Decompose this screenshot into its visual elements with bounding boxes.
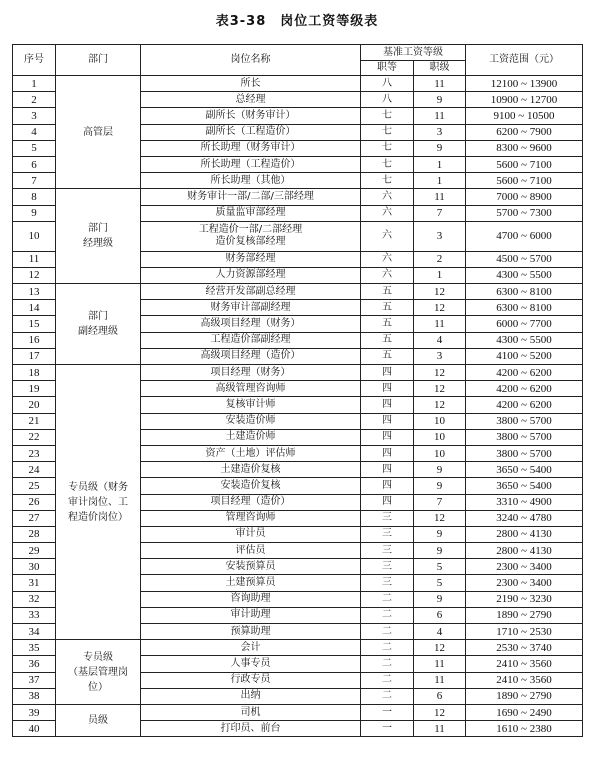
cell-position: 副所长（财务审计） <box>141 108 361 124</box>
table-row <box>13 284 583 300</box>
cell-level: 3 <box>414 221 466 251</box>
cell-range: 1690 ~ 2490 <box>466 704 583 720</box>
cell-level: 9 <box>414 140 466 156</box>
cell-level: 9 <box>414 526 466 542</box>
cell-range: 2300 ~ 3400 <box>466 575 583 591</box>
cell-seq: 24 <box>13 462 56 478</box>
cell-position: 高级项目经理（财务） <box>141 316 361 332</box>
cell-range: 3240 ~ 4780 <box>466 510 583 526</box>
cell-seq: 39 <box>13 704 56 720</box>
header-level: 职级 <box>414 61 466 76</box>
cell-level: 12 <box>414 365 466 381</box>
cell-rank: 一 <box>361 721 414 737</box>
cell-rank: 七 <box>361 124 414 140</box>
cell-seq: 22 <box>13 429 56 445</box>
cell-rank: 七 <box>361 156 414 172</box>
cell-seq: 20 <box>13 397 56 413</box>
cell-position: 评估员 <box>141 543 361 559</box>
cell-position: 审计员 <box>141 526 361 542</box>
cell-range: 1610 ~ 2380 <box>466 721 583 737</box>
cell-position: 审计助理 <box>141 607 361 623</box>
cell-level: 5 <box>414 575 466 591</box>
cell-level: 12 <box>414 397 466 413</box>
cell-rank: 八 <box>361 76 414 92</box>
cell-range: 8300 ~ 9600 <box>466 140 583 156</box>
cell-position: 土建造价复核 <box>141 462 361 478</box>
cell-position: 安装预算员 <box>141 559 361 575</box>
table-row <box>13 76 583 92</box>
cell-seq: 14 <box>13 300 56 316</box>
cell-range: 6200 ~ 7900 <box>466 124 583 140</box>
cell-level: 11 <box>414 672 466 688</box>
cell-position: 行政专员 <box>141 672 361 688</box>
cell-position: 咨询助理 <box>141 591 361 607</box>
cell-range: 4200 ~ 6200 <box>466 397 583 413</box>
cell-position: 质量监审部经理 <box>141 205 361 221</box>
cell-position: 所长助理（其他） <box>141 173 361 189</box>
cell-position: 预算助理 <box>141 624 361 640</box>
cell-rank: 七 <box>361 173 414 189</box>
cell-seq: 21 <box>13 413 56 429</box>
cell-range: 4700 ~ 6000 <box>466 221 583 251</box>
cell-position: 项目经理（财务） <box>141 365 361 381</box>
cell-range: 12100 ~ 13900 <box>466 76 583 92</box>
cell-rank: 四 <box>361 381 414 397</box>
cell-seq: 5 <box>13 140 56 156</box>
cell-rank: 二 <box>361 640 414 656</box>
cell-rank: 七 <box>361 140 414 156</box>
header-base-grade: 基准工资等级 <box>361 45 466 61</box>
cell-range: 2410 ~ 3560 <box>466 672 583 688</box>
cell-rank: 三 <box>361 559 414 575</box>
cell-seq: 29 <box>13 543 56 559</box>
cell-rank: 二 <box>361 688 414 704</box>
cell-rank: 六 <box>361 221 414 251</box>
cell-range: 5700 ~ 7300 <box>466 205 583 221</box>
cell-range: 3650 ~ 5400 <box>466 462 583 478</box>
table-title: 表3-38 岗位工资等级表 <box>215 14 379 29</box>
cell-level: 9 <box>414 543 466 559</box>
cell-position: 会计 <box>141 640 361 656</box>
cell-seq: 34 <box>13 624 56 640</box>
cell-dept: 专员级 （基层管理岗 位） <box>56 640 141 705</box>
cell-dept: 员级 <box>56 704 141 736</box>
cell-level: 7 <box>414 494 466 510</box>
cell-seq: 40 <box>13 721 56 737</box>
cell-seq: 16 <box>13 332 56 348</box>
cell-range: 4300 ~ 5500 <box>466 332 583 348</box>
cell-rank: 三 <box>361 510 414 526</box>
cell-range: 1890 ~ 2790 <box>466 688 583 704</box>
cell-range: 4300 ~ 5500 <box>466 267 583 283</box>
cell-rank: 二 <box>361 656 414 672</box>
cell-range: 2190 ~ 3230 <box>466 591 583 607</box>
cell-position: 土建预算员 <box>141 575 361 591</box>
cell-dept: 部门 副经理级 <box>56 284 141 365</box>
cell-rank: 四 <box>361 413 414 429</box>
cell-position: 土建造价师 <box>141 429 361 445</box>
cell-position: 高级项目经理（造价） <box>141 348 361 364</box>
cell-level: 10 <box>414 413 466 429</box>
cell-seq: 17 <box>13 348 56 364</box>
cell-rank: 二 <box>361 672 414 688</box>
cell-seq: 7 <box>13 173 56 189</box>
cell-position: 所长助理（财务审计） <box>141 140 361 156</box>
header-position: 岗位名称 <box>141 45 361 76</box>
cell-position: 复核审计师 <box>141 397 361 413</box>
cell-rank: 四 <box>361 462 414 478</box>
cell-level: 12 <box>414 704 466 720</box>
cell-range: 4200 ~ 6200 <box>466 381 583 397</box>
cell-level: 11 <box>414 721 466 737</box>
cell-range: 3310 ~ 4900 <box>466 494 583 510</box>
cell-range: 9100 ~ 10500 <box>466 108 583 124</box>
cell-level: 10 <box>414 445 466 461</box>
cell-seq: 12 <box>13 267 56 283</box>
cell-rank: 四 <box>361 397 414 413</box>
cell-level: 7 <box>414 205 466 221</box>
cell-seq: 38 <box>13 688 56 704</box>
cell-position: 高级管理咨询师 <box>141 381 361 397</box>
cell-rank: 三 <box>361 543 414 559</box>
header-rank: 职等 <box>361 61 414 76</box>
cell-seq: 8 <box>13 189 56 205</box>
cell-seq: 10 <box>13 221 56 251</box>
cell-range: 2300 ~ 3400 <box>466 559 583 575</box>
cell-seq: 36 <box>13 656 56 672</box>
cell-position: 所长助理（工程造价） <box>141 156 361 172</box>
cell-rank: 二 <box>361 607 414 623</box>
cell-level: 12 <box>414 510 466 526</box>
cell-range: 4100 ~ 5200 <box>466 348 583 364</box>
cell-seq: 9 <box>13 205 56 221</box>
cell-level: 11 <box>414 656 466 672</box>
cell-level: 11 <box>414 189 466 205</box>
cell-rank: 五 <box>361 348 414 364</box>
cell-position: 打印员、前台 <box>141 721 361 737</box>
cell-position: 总经理 <box>141 92 361 108</box>
cell-seq: 30 <box>13 559 56 575</box>
cell-seq: 27 <box>13 510 56 526</box>
table-body <box>13 76 583 737</box>
cell-level: 12 <box>414 640 466 656</box>
cell-seq: 28 <box>13 526 56 542</box>
cell-position: 经营开发部副总经理 <box>141 284 361 300</box>
cell-range: 6300 ~ 8100 <box>466 300 583 316</box>
cell-level: 3 <box>414 348 466 364</box>
cell-rank: 六 <box>361 267 414 283</box>
cell-seq: 23 <box>13 445 56 461</box>
cell-seq: 37 <box>13 672 56 688</box>
cell-level: 6 <box>414 688 466 704</box>
cell-level: 12 <box>414 300 466 316</box>
cell-seq: 13 <box>13 284 56 300</box>
cell-rank: 五 <box>361 284 414 300</box>
cell-position: 财务审计部副经理 <box>141 300 361 316</box>
cell-position: 出纳 <box>141 688 361 704</box>
cell-seq: 33 <box>13 607 56 623</box>
cell-position: 资产（土地）评估师 <box>141 445 361 461</box>
cell-position: 项目经理（造价） <box>141 494 361 510</box>
cell-rank: 七 <box>361 108 414 124</box>
cell-range: 6300 ~ 8100 <box>466 284 583 300</box>
cell-level: 1 <box>414 173 466 189</box>
cell-range: 4200 ~ 6200 <box>466 365 583 381</box>
cell-position: 工程造价一部/二部经理 造价复核部经理 <box>141 221 361 251</box>
cell-range: 1710 ~ 2530 <box>466 624 583 640</box>
cell-seq: 1 <box>13 76 56 92</box>
cell-position: 安装造价复核 <box>141 478 361 494</box>
cell-rank: 六 <box>361 189 414 205</box>
header-dept: 部门 <box>56 45 141 76</box>
cell-level: 9 <box>414 591 466 607</box>
cell-seq: 25 <box>13 478 56 494</box>
cell-position: 财务审计一部/二部/三部经理 <box>141 189 361 205</box>
cell-seq: 6 <box>13 156 56 172</box>
header-range: 工资范围（元） <box>466 45 583 76</box>
cell-rank: 四 <box>361 365 414 381</box>
cell-rank: 一 <box>361 704 414 720</box>
cell-dept: 高管层 <box>56 76 141 189</box>
cell-range: 2800 ~ 4130 <box>466 543 583 559</box>
cell-seq: 35 <box>13 640 56 656</box>
cell-position: 财务部经理 <box>141 251 361 267</box>
cell-level: 12 <box>414 284 466 300</box>
cell-rank: 五 <box>361 300 414 316</box>
cell-level: 4 <box>414 624 466 640</box>
cell-rank: 五 <box>361 332 414 348</box>
cell-range: 5600 ~ 7100 <box>466 156 583 172</box>
table-row <box>13 365 583 381</box>
cell-seq: 4 <box>13 124 56 140</box>
cell-seq: 2 <box>13 92 56 108</box>
cell-seq: 19 <box>13 381 56 397</box>
cell-level: 4 <box>414 332 466 348</box>
cell-rank: 四 <box>361 494 414 510</box>
cell-level: 5 <box>414 559 466 575</box>
cell-level: 2 <box>414 251 466 267</box>
cell-seq: 18 <box>13 365 56 381</box>
cell-level: 6 <box>414 607 466 623</box>
cell-range: 4500 ~ 5700 <box>466 251 583 267</box>
table-row <box>13 189 583 205</box>
cell-level: 11 <box>414 76 466 92</box>
cell-rank: 四 <box>361 478 414 494</box>
cell-seq: 11 <box>13 251 56 267</box>
cell-range: 1890 ~ 2790 <box>466 607 583 623</box>
cell-position: 所长 <box>141 76 361 92</box>
cell-level: 10 <box>414 429 466 445</box>
cell-position: 安装造价师 <box>141 413 361 429</box>
cell-level: 9 <box>414 478 466 494</box>
cell-seq: 31 <box>13 575 56 591</box>
cell-range: 5600 ~ 7100 <box>466 173 583 189</box>
cell-rank: 五 <box>361 316 414 332</box>
cell-rank: 四 <box>361 429 414 445</box>
table-row <box>13 704 583 720</box>
cell-rank: 八 <box>361 92 414 108</box>
cell-range: 2530 ~ 3740 <box>466 640 583 656</box>
cell-range: 2800 ~ 4130 <box>466 526 583 542</box>
cell-level: 3 <box>414 124 466 140</box>
cell-position: 人事专员 <box>141 656 361 672</box>
cell-level: 11 <box>414 108 466 124</box>
cell-level: 12 <box>414 381 466 397</box>
cell-position: 副所长（工程造价） <box>141 124 361 140</box>
cell-range: 7000 ~ 8900 <box>466 189 583 205</box>
cell-level: 9 <box>414 462 466 478</box>
cell-dept: 部门 经理级 <box>56 189 141 284</box>
table-row <box>13 640 583 656</box>
cell-level: 9 <box>414 92 466 108</box>
cell-position: 司机 <box>141 704 361 720</box>
cell-level: 1 <box>414 156 466 172</box>
cell-level: 11 <box>414 316 466 332</box>
cell-dept: 专员级（财务 审计岗位、工 程造价岗位） <box>56 365 141 640</box>
cell-range: 3800 ~ 5700 <box>466 445 583 461</box>
cell-range: 3800 ~ 5700 <box>466 413 583 429</box>
cell-rank: 四 <box>361 445 414 461</box>
cell-seq: 26 <box>13 494 56 510</box>
cell-range: 3800 ~ 5700 <box>466 429 583 445</box>
cell-seq: 15 <box>13 316 56 332</box>
header-seq: 序号 <box>13 45 56 76</box>
cell-range: 6000 ~ 7700 <box>466 316 583 332</box>
cell-position: 人力资源部经理 <box>141 267 361 283</box>
cell-rank: 二 <box>361 624 414 640</box>
cell-position: 管理咨询师 <box>141 510 361 526</box>
cell-seq: 32 <box>13 591 56 607</box>
cell-range: 2410 ~ 3560 <box>466 656 583 672</box>
cell-rank: 六 <box>361 251 414 267</box>
cell-rank: 二 <box>361 591 414 607</box>
cell-position: 工程造价部副经理 <box>141 332 361 348</box>
salary-grade-table <box>12 44 583 737</box>
cell-range: 10900 ~ 12700 <box>466 92 583 108</box>
cell-rank: 六 <box>361 205 414 221</box>
cell-rank: 三 <box>361 526 414 542</box>
cell-seq: 3 <box>13 108 56 124</box>
cell-level: 1 <box>414 267 466 283</box>
cell-rank: 三 <box>361 575 414 591</box>
cell-range: 3650 ~ 5400 <box>466 478 583 494</box>
